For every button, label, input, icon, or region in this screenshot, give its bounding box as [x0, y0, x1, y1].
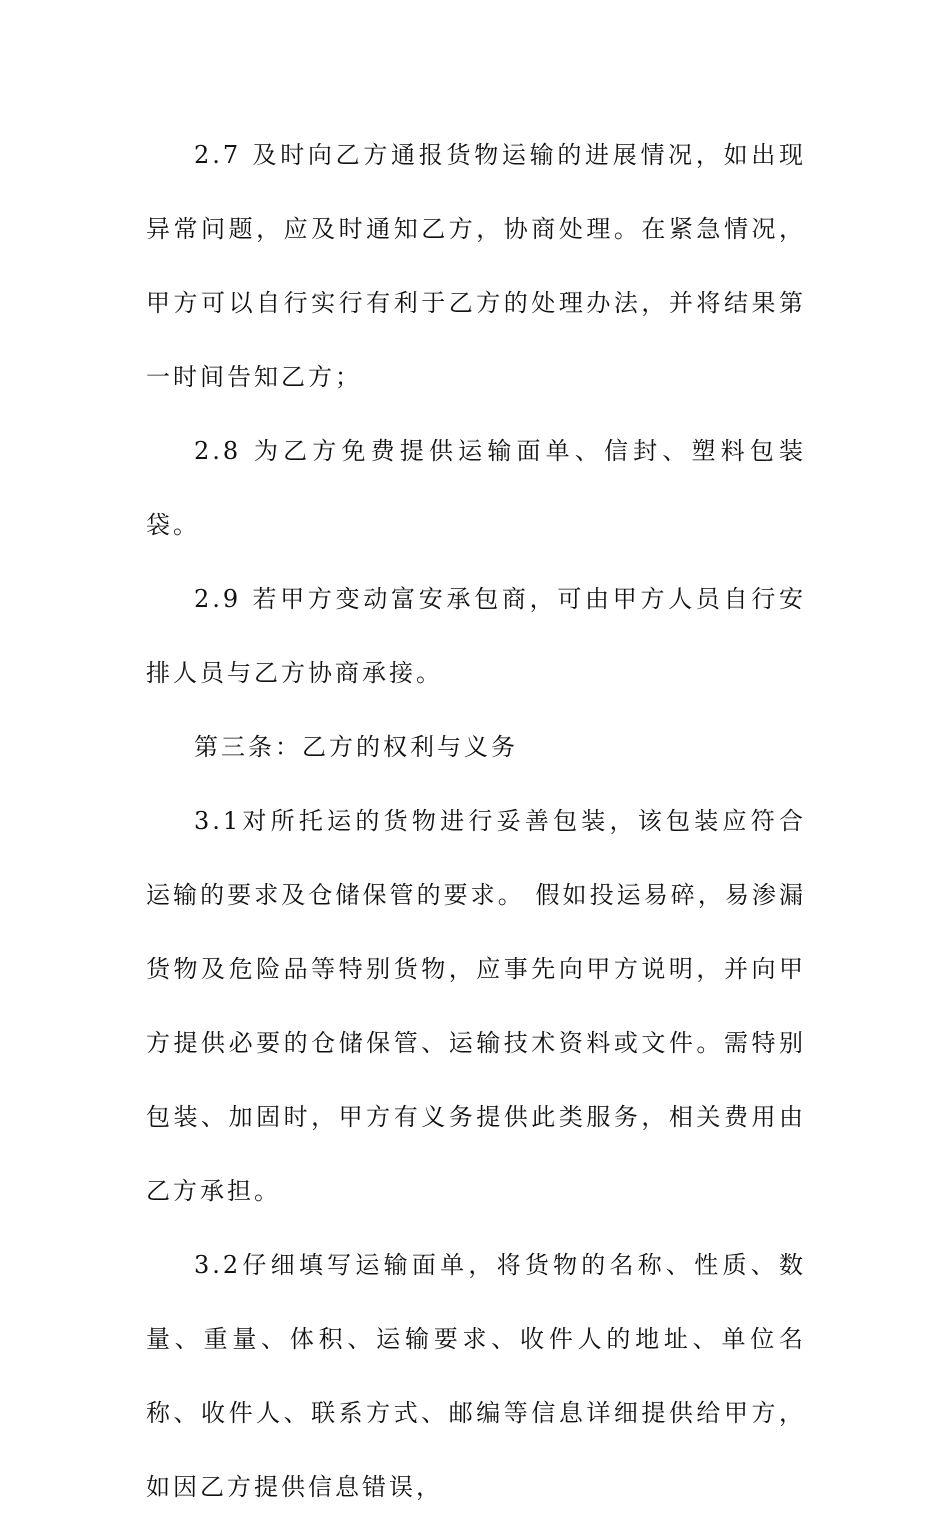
document-body: [146, 118, 806, 1524]
section-heading-article-3: 第三条：乙方的权利与义务: [194, 733, 518, 761]
clause-2-8: 2.8 为乙方免费提供运输面单、信封、塑料包装袋。: [146, 437, 806, 539]
clause-3-1: 3.1对所托运的货物进行妥善包装，该包装应符合运输的要求及仓储保管的要求。 假如投运易碎，易渗漏货物及危险品等特别货物，应事先向甲方说明，并向甲方提供必要的仓储保管、运输技术资料或文件。需特别包装、加固时，甲方有义务提供此类服务，相关费用由乙方承担。: [146, 807, 806, 1205]
clause-3-2: 3.2仔细填写运输面单，将货物的名称、性质、数量、重量、体积、运输要求、收件人的地址、单位名称、收件人、联系方式、邮编等信息详细提供给甲方，如因乙方提供信息错误，: [146, 1251, 806, 1501]
clause-2-7: 2.7 及时向乙方通报货物运输的进展情况，如出现异常问题，应及时通知乙方，协商处理。在紧急情况，甲方可以自行实行有利于乙方的处理办法，并将结果第一时间告知乙方；: [146, 141, 806, 391]
clause-2-9: 2.9 若甲方变动富安承包商，可由甲方人员自行安排人员与乙方协商承接。: [146, 585, 806, 687]
